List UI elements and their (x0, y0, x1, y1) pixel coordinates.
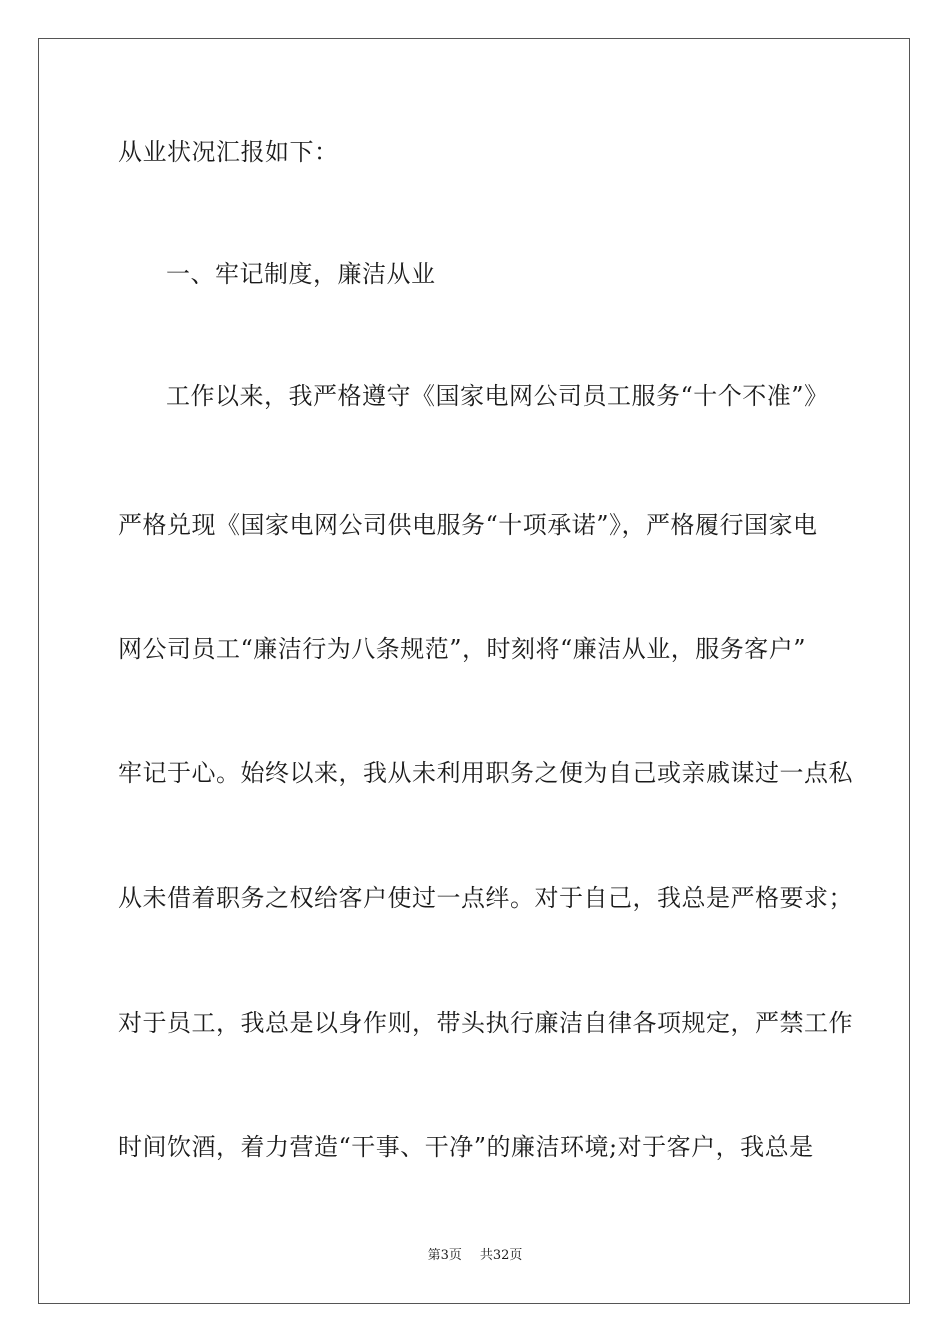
page-border (38, 38, 910, 1304)
text-line-3: 工作以来，我严格遵守《国家电网公司员工服务“十个不准”》 (166, 382, 829, 410)
page-total: 共32页 (479, 1248, 523, 1263)
text-line-4: 严格兑现《国家电网公司供电服务“十项承诺”》，严格履行国家电 (118, 511, 818, 539)
text-line-1: 从业状况汇报如下： (118, 138, 339, 166)
text-line-9: 时间饮酒，着力营造“干事、干净”的廉洁环境;对于客户，我总是 (118, 1133, 814, 1161)
text-line-6: 牢记于心。始终以来，我从未利用职务之便为自己或亲戚谋过一点私 (118, 759, 853, 787)
text-line-8: 对于员工，我总是以身作则，带头执行廉洁自律各项规定，严禁工作 (118, 1009, 853, 1037)
section-heading: 一、牢记制度，廉洁从业 (166, 260, 436, 288)
page-footer (0, 1247, 950, 1265)
page-number: 第3页 (427, 1248, 462, 1263)
text-line-5: 网公司员工“廉洁行为八条规范”，时刻将“廉洁从业，服务客户” (118, 635, 807, 663)
text-line-7: 从未借着职务之权给客户使过一点绊。对于自己，我总是严格要求； (118, 884, 853, 912)
